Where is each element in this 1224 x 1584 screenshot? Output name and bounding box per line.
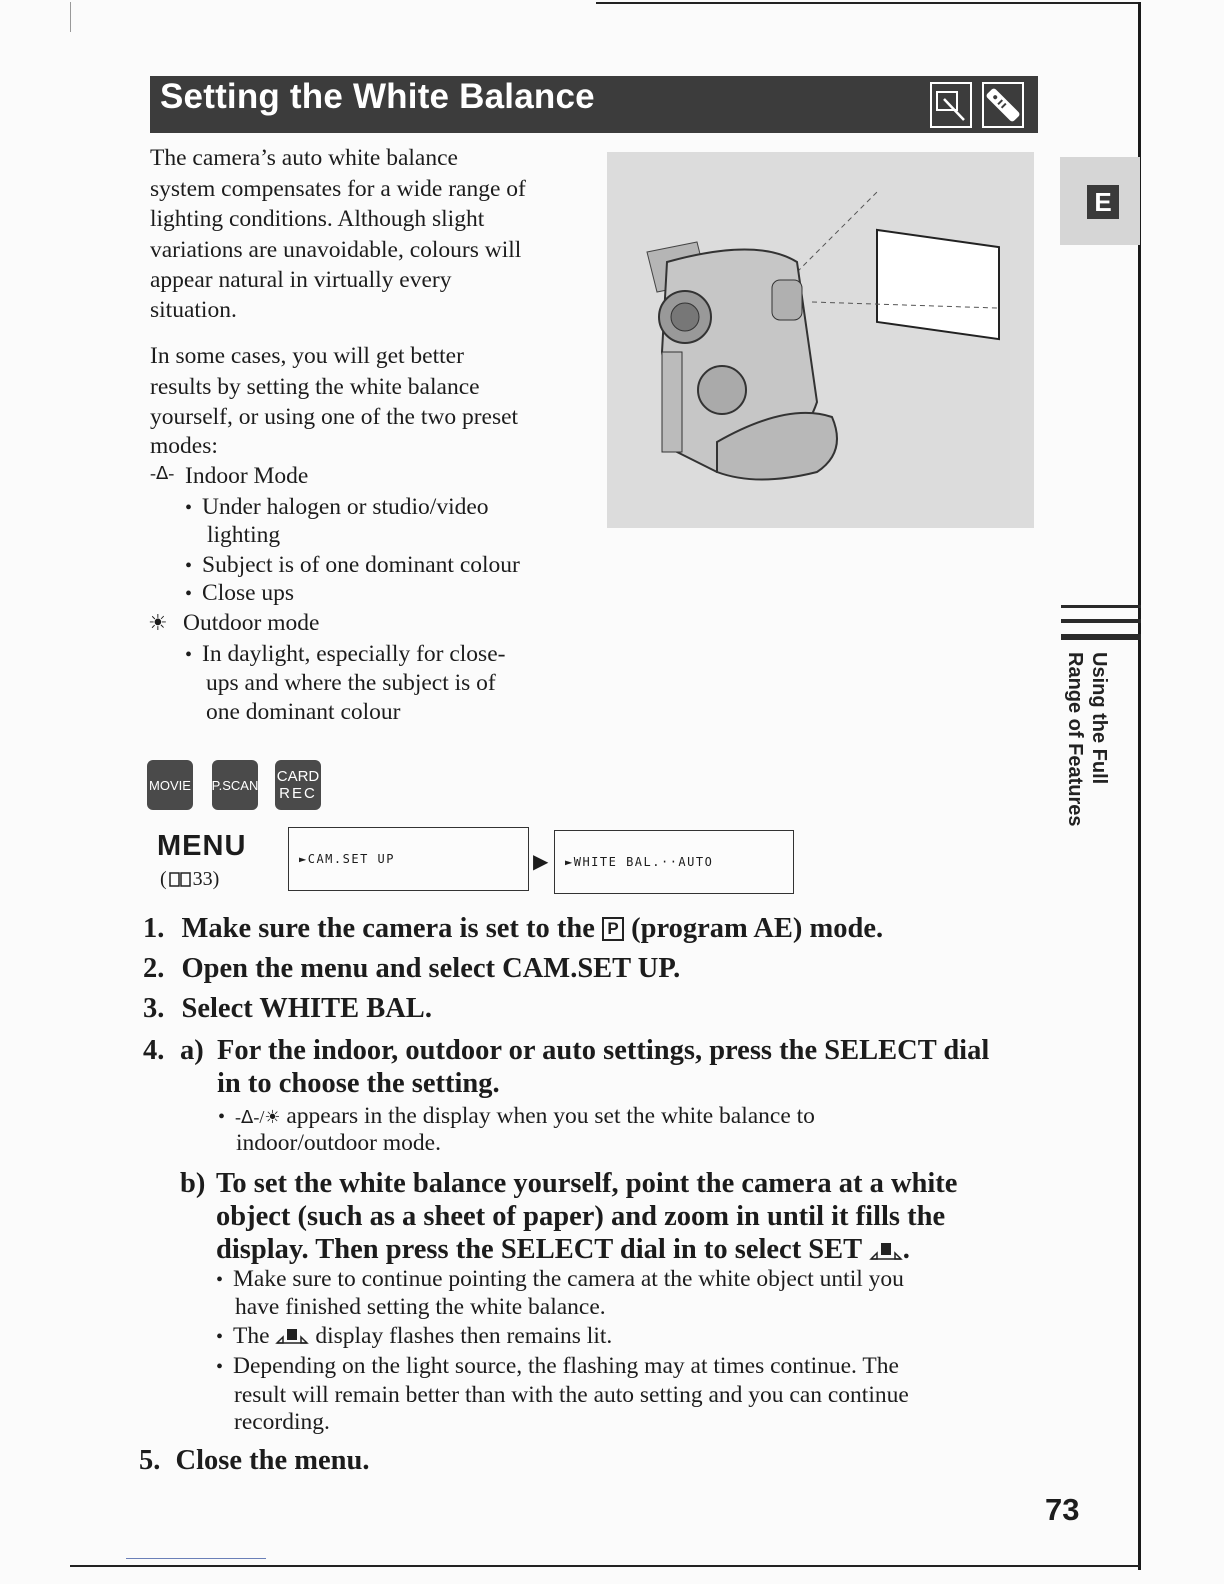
top-rule bbox=[596, 2, 1141, 4]
step-4b-line-last: display. Then press the SELECT dial in to select SET . bbox=[216, 1234, 910, 1265]
step-4b-label: b) bbox=[180, 1168, 206, 1199]
para-line: In some cases, you will get better bbox=[150, 343, 464, 369]
menu-arrow-icon: ▶ bbox=[533, 849, 549, 873]
step-4a-note: • -ᐃ-/☀ appears in the display when you set the white balance to bbox=[218, 1103, 815, 1129]
step-5: 5. Close the menu. bbox=[139, 1445, 370, 1476]
menu-screen-cam-set-up: ►CAM.SET UP bbox=[288, 827, 529, 891]
step-4b-line: object (such as a sheet of paper) and zoom in until it fills the bbox=[216, 1201, 946, 1232]
card-label: CARD bbox=[276, 768, 320, 785]
outdoor-sun-icon: ☀ bbox=[148, 610, 168, 635]
indoor-bullet-cont: lighting bbox=[207, 522, 281, 548]
custom-white-balance-icon bbox=[275, 1327, 309, 1345]
indoor-bulb-icon: -ᐃ- bbox=[150, 463, 175, 483]
intro-line: situation. bbox=[150, 297, 237, 323]
para-line: modes: bbox=[150, 433, 218, 459]
step-4a-label: a) bbox=[180, 1035, 204, 1066]
camcorder-illustration bbox=[607, 152, 1034, 528]
step-4a-line: in to choose the setting. bbox=[217, 1068, 500, 1099]
indoor-mode-label: Indoor Mode bbox=[185, 463, 309, 489]
step-4b-line: To set the white balance yourself, point the camera at a white bbox=[216, 1168, 958, 1199]
step-4b-note-cont: have finished setting the white balance. bbox=[235, 1294, 606, 1320]
left-rule bbox=[70, 2, 71, 32]
step-4a-line: For the indoor, outdoor or auto settings, press the SELECT dial bbox=[217, 1035, 990, 1066]
step-3: 3. Select WHITE BAL. bbox=[143, 993, 432, 1024]
step-4b-note-cont: result will remain better than with the auto setting and you can continue bbox=[234, 1382, 909, 1408]
outdoor-mode-label: Outdoor mode bbox=[183, 610, 320, 636]
step-4b-note: • Depending on the light source, the flashing may at times continue. The bbox=[216, 1353, 899, 1379]
language-tab-letter: E bbox=[1087, 185, 1119, 219]
program-ae-icon: P bbox=[602, 917, 624, 941]
menu-label: MENU bbox=[157, 830, 247, 862]
custom-white-balance-icon bbox=[869, 1241, 903, 1261]
pscan-mode-icon: P.SCAN bbox=[212, 760, 258, 810]
remote-control-icon bbox=[982, 82, 1024, 128]
step-2: 2. Open the menu and select CAM.SET UP. bbox=[143, 953, 681, 984]
intro-line: lighting conditions. Although slight bbox=[150, 206, 485, 232]
bottom-rule bbox=[70, 1565, 1140, 1567]
step-4a-note-cont: indoor/outdoor mode. bbox=[236, 1130, 441, 1156]
step-4b-note: • The display flashes then remains lit. bbox=[216, 1323, 613, 1349]
card-rec-mode-icon bbox=[275, 760, 321, 810]
section-side-label bbox=[1060, 652, 1140, 827]
indoor-bullet: Subject is of one dominant colour bbox=[202, 552, 520, 578]
intro-line: system compensates for a wide range of bbox=[150, 176, 526, 202]
menu-page-reference: ( 33) bbox=[160, 868, 220, 890]
intro-line: appear natural in virtually every bbox=[150, 267, 452, 293]
outdoor-bullet-cont: ups and where the subject is of bbox=[206, 670, 496, 696]
para-line: results by setting the white balance bbox=[150, 374, 480, 400]
bottom-accent-rule bbox=[126, 1558, 266, 1559]
page-number: 73 bbox=[1045, 1492, 1080, 1527]
outdoor-bullet-cont: one dominant colour bbox=[206, 699, 401, 725]
rec-label: REC bbox=[279, 785, 317, 802]
intro-line: The camera’s auto white balance bbox=[150, 145, 458, 171]
step-4b-note-cont: recording. bbox=[234, 1409, 330, 1435]
outdoor-bullet: In daylight, especially for close- bbox=[202, 641, 506, 667]
step-4-number: 4. bbox=[143, 1035, 165, 1066]
step-4b-note: • Make sure to continue pointing the camera at the white object until you bbox=[216, 1266, 904, 1292]
side-label-line-1: Using the Full bbox=[1088, 652, 1110, 785]
menu-screen-white-bal: ►WHITE BAL.··AUTO bbox=[554, 830, 794, 894]
step-1: 1. Make sure the camera is set to the P (program AE) mode. bbox=[143, 913, 884, 944]
movie-mode-icon: MOVIE bbox=[147, 760, 193, 810]
side-label-line-2: Range of Features bbox=[1064, 652, 1086, 827]
indoor-bullet: Under halogen or studio/video bbox=[202, 494, 489, 520]
indoor-bullet: Close ups bbox=[202, 580, 295, 606]
para-line: yourself, or using one of the two preset bbox=[150, 404, 519, 430]
page-title: Setting the White Balance bbox=[160, 77, 595, 116]
indoor-outdoor-icons: -ᐃ-/☀ bbox=[235, 1107, 281, 1127]
book-icon bbox=[169, 871, 191, 887]
intro-line: variations are unavoidable, colours will bbox=[150, 237, 522, 263]
camera-mode-icon bbox=[930, 82, 972, 128]
